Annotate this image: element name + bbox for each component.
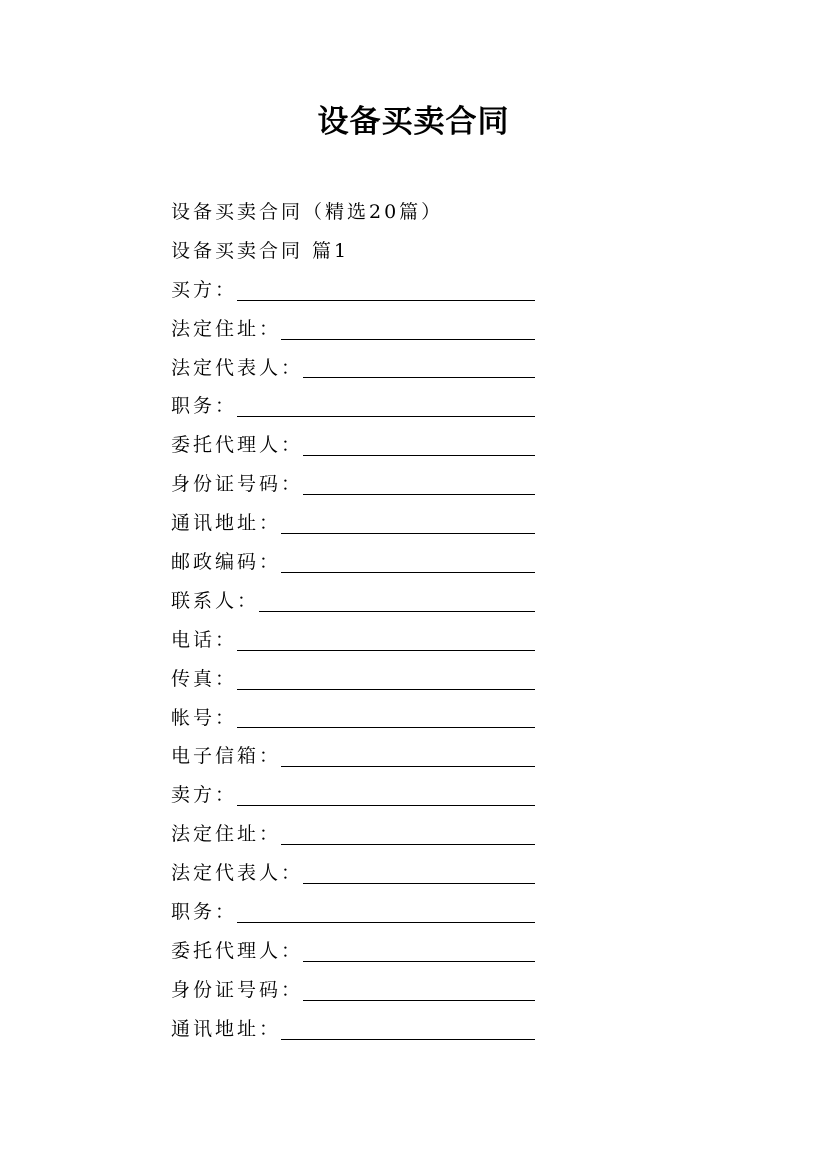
field-blank-line [237, 893, 535, 932]
field-label: 通讯地址： [171, 1017, 282, 1040]
field-label: 通讯地址： [171, 512, 282, 535]
contract-field-row [171, 349, 551, 388]
field-label: 邮政编码： [171, 551, 282, 574]
field-blank-line [303, 465, 535, 504]
field-label: 电话： [171, 628, 238, 651]
contract-field-row [171, 660, 551, 699]
contract-field-row [171, 932, 551, 971]
field-blank-line [237, 387, 535, 426]
field-blank-line [237, 699, 535, 738]
field-label: 法定住址： [171, 317, 282, 340]
contract-field-row [171, 426, 551, 465]
field-blank-line [237, 776, 535, 815]
field-label: 委托代理人： [171, 434, 304, 457]
field-blank-line [303, 971, 535, 1010]
contract-field-row [171, 582, 551, 621]
field-blank-line [281, 815, 535, 854]
contract-field-row [171, 504, 551, 543]
contract-field-row [171, 737, 551, 776]
field-blank-line [303, 426, 535, 465]
document-body [171, 193, 551, 1049]
field-label: 身份证号码： [171, 473, 304, 496]
field-blank-line [303, 854, 535, 893]
field-blank-line [281, 1010, 535, 1049]
field-label: 法定代表人： [171, 356, 304, 379]
contract-field-row [171, 543, 551, 582]
contract-field-row [171, 815, 551, 854]
field-label: 卖方： [171, 784, 238, 807]
field-blank-line [237, 271, 535, 310]
contract-fields [171, 271, 551, 1049]
contract-field-row [171, 271, 551, 310]
field-label: 传真： [171, 667, 238, 690]
field-label: 法定住址： [171, 823, 282, 846]
field-label: 帐号： [171, 706, 238, 729]
field-blank-line [259, 582, 535, 621]
field-label: 联系人： [171, 589, 260, 612]
field-label: 身份证号码： [171, 978, 304, 1001]
field-blank-line [237, 621, 535, 660]
contract-field-row [171, 310, 551, 349]
field-label: 买方： [171, 278, 238, 301]
field-blank-line [281, 310, 535, 349]
section-heading: 设备买卖合同 篇1 [171, 239, 350, 262]
contract-field-row [171, 699, 551, 738]
field-blank-line [281, 543, 535, 582]
field-label: 电子信箱： [171, 745, 282, 768]
field-label: 委托代理人： [171, 939, 304, 962]
field-blank-line [281, 737, 535, 776]
contract-field-row [171, 776, 551, 815]
contract-field-row [171, 971, 551, 1010]
contract-field-row [171, 893, 551, 932]
document-subtitle: 设备买卖合同（精选20篇） [171, 201, 444, 223]
field-blank-line [303, 349, 535, 388]
field-label: 法定代表人： [171, 862, 304, 885]
field-blank-line [237, 660, 535, 699]
contract-field-row [171, 1010, 551, 1049]
contract-field-row [171, 621, 551, 660]
field-label: 职务： [171, 395, 238, 418]
contract-field-row [171, 387, 551, 426]
field-label: 职务： [171, 901, 238, 924]
contract-field-row [171, 854, 551, 893]
contract-field-row [171, 465, 551, 504]
field-blank-line [303, 932, 535, 971]
document-title: 设备买卖合同 [317, 104, 510, 140]
field-blank-line [281, 504, 535, 543]
